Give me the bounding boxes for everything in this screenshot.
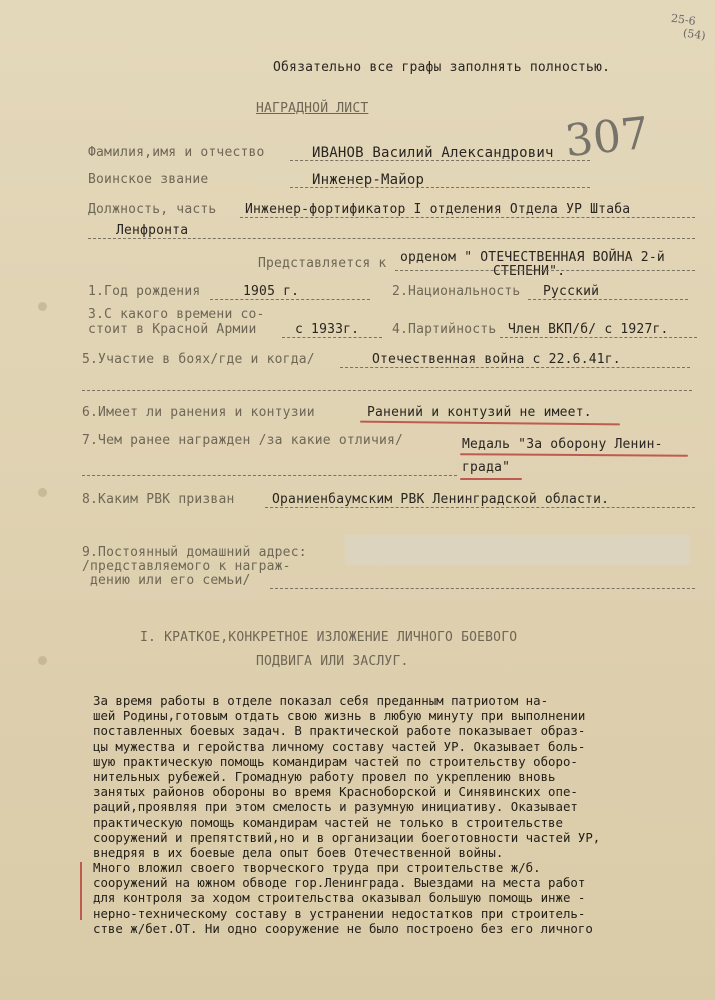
- rvk-value: Ораниенбаумским РВК Ленинградской области.: [272, 492, 610, 507]
- rank-value: Инженер-Майор: [312, 172, 425, 188]
- presented-value-line-1: орденом " ОТЕЧЕСТВЕННАЯ ВОЙНА 2-й: [400, 250, 665, 265]
- party-underline: [500, 337, 697, 338]
- redacted-address: [345, 535, 690, 565]
- red-pencil-underline: [460, 453, 688, 457]
- nationality-value: Русский: [543, 284, 600, 299]
- body-line: За время работы в отделе показал себя преданным патриотом на-: [93, 693, 549, 708]
- presented-label: Представляется к: [258, 256, 387, 271]
- address-label-line-1: 9.Постоянный домашний адрес:: [82, 545, 307, 560]
- name-label: Фамилия,имя и отчество: [88, 145, 265, 160]
- battles-label: 5.Участие в боях/где и когда/: [82, 352, 315, 367]
- body-line: внедряя в их боевые дела опыт боев Отечественной войны.: [93, 844, 504, 860]
- birth-year-value: 1905 г.: [243, 284, 300, 299]
- nationality-underline: [528, 299, 688, 300]
- body-line: Много вложил своего творческого труда при строительстве ж/б.: [93, 860, 541, 876]
- presented-underline: [395, 270, 695, 271]
- body-line: раций,проявляя при этом смелость и разумную инициативу. Оказывает: [93, 799, 578, 815]
- battles-underline-2: [82, 390, 692, 391]
- position-underline-2: [88, 238, 695, 239]
- handwritten-number: 307: [562, 107, 652, 168]
- birth-year-label: 1.Год рождения: [88, 284, 201, 299]
- nationality-label: 2.Национальность: [392, 284, 521, 299]
- body-line: нительных рубежей. Громадную работу провел по укреплению вновь: [93, 768, 556, 784]
- battles-value: Отечественная война с 22.6.41г.: [372, 352, 621, 367]
- battles-underline: [340, 367, 690, 368]
- service-label-line-2: стоит в Красной Армии: [88, 322, 257, 337]
- rvk-underline: [265, 507, 695, 508]
- party-label: 4.Партийность: [392, 322, 497, 337]
- position-label: Должность, часть: [88, 202, 217, 217]
- position-underline-1: [240, 217, 695, 218]
- rank-label: Воинское звание: [88, 172, 209, 187]
- rank-underline: [290, 187, 590, 188]
- body-line: поставленных боевых задач. В практической работе показывает образ-: [93, 723, 586, 739]
- corner-mark-1: 25-6: [670, 11, 697, 28]
- document-title: НАГРАДНОЙ ЛИСТ: [256, 101, 369, 116]
- position-value-line-2: Ленфронта: [116, 223, 189, 238]
- body-line: стве ж/бет.ОТ. Ни одно сооружение не было построено без его личного: [93, 920, 593, 936]
- corner-mark-2: (54): [682, 26, 707, 43]
- prior-awards-value-line-2: града": [462, 460, 511, 475]
- body-line: практическую помощь командирам частей не только в строительстве: [93, 814, 563, 830]
- body-line: цы мужества и геройства личному составу частей УР. Оказывает боль-: [93, 738, 586, 754]
- prior-awards-label: 7.Чем ранее награжден /за какие отличия/: [82, 433, 404, 448]
- service-label-line-1: 3.С какого времени со-: [88, 307, 265, 322]
- wounds-value: Ранений и контузий не имеет.: [367, 405, 592, 420]
- body-line: сооружений на южном обводе гор.Ленинграда. Выездами на места работ: [93, 875, 586, 891]
- prior-awards-value-line-1: Медаль "За оборону Ленин-: [462, 437, 663, 452]
- service-value: с 1933г.: [295, 322, 360, 337]
- position-value-line-1: Инженер-фортификатор I отделения Отдела УР Штаба: [245, 202, 631, 217]
- section-heading-line-2: ПОДВИГА ИЛИ ЗАСЛУГ.: [256, 654, 409, 669]
- red-margin-mark: [80, 862, 82, 920]
- section-heading-line-1: I. КРАТКОЕ,КОНКРЕТНОЕ ИЗЛОЖЕНИЕ ЛИЧНОГО БОЕВОГО: [140, 630, 518, 645]
- party-value: Член ВКП/б/ с 1927г.: [508, 322, 669, 337]
- fill-instruction: Обязательно все графы заполнять полностью.: [273, 60, 611, 75]
- birth-year-underline: [210, 299, 370, 300]
- service-underline: [282, 337, 382, 338]
- body-line: сооружений и препятствий,но и в организации боеготовности частей УР,: [93, 829, 601, 845]
- corner-archive-mark: [669, 12, 709, 43]
- wounds-label: 6.Имеет ли ранения и контузии: [82, 405, 315, 420]
- name-value: ИВАНОВ Василий Александрович: [312, 145, 554, 161]
- body-line: занятых районов обороны во время Красноборской и Синявинских опе-: [93, 784, 578, 800]
- red-pencil-underline: [460, 478, 522, 480]
- rvk-label: 8.Каким РВК призван: [82, 492, 235, 507]
- name-underline: [290, 160, 590, 161]
- address-label-line-3: дению или его семьи/: [90, 573, 251, 588]
- merit-description: [93, 693, 698, 936]
- body-line: шей Родины,готовым отдать свою жизнь в любую минуту при выполнении: [93, 708, 586, 724]
- body-line: шую практическую помощь командирам частей по строительству оборо-: [93, 753, 578, 769]
- prior-awards-underline: [82, 475, 457, 476]
- red-pencil-underline: [360, 421, 620, 426]
- presented-value-line-2: СТЕПЕНИ".: [493, 264, 566, 279]
- body-line: нерно-техническому составу в устранении недостатков при строитель-: [93, 905, 586, 921]
- address-underline: [270, 588, 695, 589]
- punch-hole: [38, 656, 47, 665]
- punch-hole: [38, 488, 47, 497]
- punch-hole: [38, 302, 47, 311]
- address-label-line-2: /представляемого к награж-: [82, 559, 291, 574]
- body-line: для контроля за ходом строительства оказывал большую помощь инже -: [93, 890, 586, 906]
